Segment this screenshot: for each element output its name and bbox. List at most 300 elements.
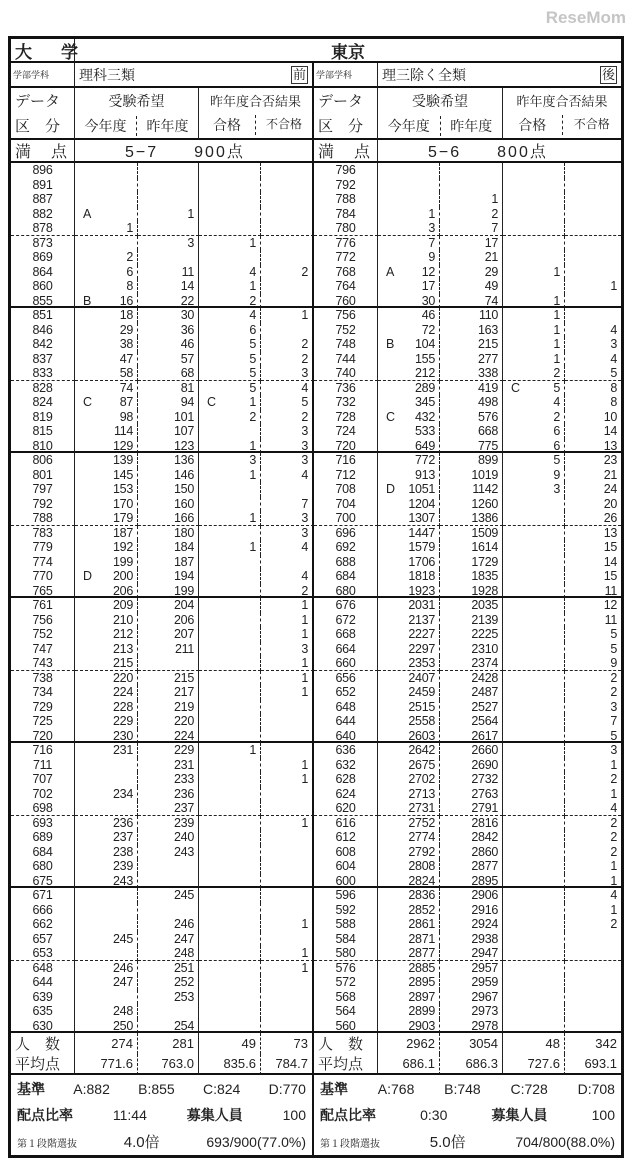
this-year-count (75, 975, 138, 990)
this-year-count (378, 482, 440, 497)
this-year-count (75, 207, 138, 222)
fail-count (565, 714, 621, 729)
count-value: 7 (491, 221, 498, 235)
this-year-count (75, 801, 138, 816)
count-value: 11 (181, 264, 194, 279)
count-value: 3 (249, 453, 256, 467)
fail-count (261, 424, 314, 439)
fail-count (565, 888, 621, 903)
pass-count (199, 917, 261, 932)
count-value: 1051 (408, 482, 435, 496)
count-value: 192 (113, 540, 133, 554)
stage1-label: 第１段階選抜 (320, 1139, 380, 1150)
dept-left (75, 63, 314, 88)
pass-count (199, 410, 261, 425)
last-year-count (440, 816, 503, 831)
count-value: 1 (301, 598, 308, 612)
pass-count (199, 772, 261, 787)
score-cell: 680 (314, 584, 378, 599)
score-cell: 776 (314, 236, 378, 251)
count-value: 2978 (471, 1018, 498, 1033)
last-year-count (440, 279, 503, 294)
count-row-value: 73 (261, 1033, 314, 1054)
rank-mark: C (386, 409, 395, 424)
count-value: 2897 (408, 989, 435, 1004)
count-value: 1019 (471, 467, 498, 482)
count-value: 576 (478, 409, 498, 424)
count-value: 5 (553, 380, 560, 395)
count-value: 72 (421, 322, 435, 337)
count-value: 4 (249, 264, 256, 279)
pass-count (503, 714, 565, 729)
last-year-count (138, 250, 199, 265)
last-year-count (440, 990, 503, 1005)
pass-count (503, 598, 565, 613)
last-year-count (440, 352, 503, 367)
pass-count (199, 671, 261, 686)
this-year-count (378, 526, 440, 541)
count-value: 239 (113, 859, 133, 873)
count-value: 3 (301, 366, 308, 380)
fail-count (565, 221, 621, 236)
rank-mark: D (386, 482, 395, 496)
count-value: 38 (119, 337, 133, 351)
count-value: 2603 (408, 728, 435, 743)
count-value: 1 (249, 743, 256, 757)
fail-count (261, 584, 314, 599)
score-cell: 788 (11, 511, 75, 526)
score-cell: 768 (314, 265, 378, 280)
this-year-count (75, 192, 138, 207)
this-year-count (75, 758, 138, 773)
criteria-value: A:768 (377, 1081, 415, 1097)
score-cell: 724 (314, 424, 378, 439)
last-year-count (440, 323, 503, 338)
fail-count (565, 279, 621, 294)
pass-count (199, 975, 261, 990)
this-year-count (378, 1004, 440, 1019)
count-value: 220 (113, 670, 133, 685)
this-year-count (378, 613, 440, 628)
last-year-count (138, 468, 199, 483)
fail-count (565, 366, 621, 381)
count-value: 2967 (471, 989, 498, 1004)
count-value: 58 (119, 366, 133, 380)
count-value: 26 (603, 511, 617, 525)
fail-count (261, 613, 314, 628)
last-year-count (138, 961, 199, 976)
count-value: 1579 (408, 540, 435, 554)
this-year-count (75, 888, 138, 903)
this-year-count (378, 584, 440, 599)
score-cell: 608 (314, 845, 378, 860)
last-year-count (440, 265, 503, 280)
count-value: 204 (174, 598, 194, 612)
pass-count (199, 555, 261, 570)
count-value: 1 (610, 902, 617, 917)
score-cell: 652 (314, 685, 378, 700)
count-value: 2 (610, 815, 617, 830)
count-value: 206 (174, 612, 194, 627)
fail-count (261, 323, 314, 338)
pass-count (503, 497, 565, 512)
fail-count (565, 685, 621, 700)
count-value: 5 (610, 366, 617, 380)
score-cell: 869 (11, 250, 75, 265)
count-value: 30 (180, 308, 194, 322)
score-cell: 572 (314, 975, 378, 990)
score-cell: 564 (314, 1004, 378, 1019)
full-score-value: 5−6 800点 (378, 140, 621, 163)
count-value: 2752 (408, 815, 435, 830)
count-value: 251 (174, 960, 194, 975)
pass-count (503, 555, 565, 570)
count-value: 775 (478, 438, 498, 453)
last-year-count (440, 743, 503, 758)
this-year-count (75, 714, 138, 729)
pass-count (503, 439, 565, 454)
fail-count (261, 526, 314, 541)
score-cell: 752 (11, 627, 75, 642)
fail-count (261, 917, 314, 932)
last-year-count (440, 308, 503, 323)
count-value: 170 (113, 496, 133, 511)
count-value: 236 (113, 815, 133, 830)
last-year-count (138, 700, 199, 715)
data-label: データ (15, 93, 61, 110)
count-value: 2642 (408, 743, 435, 757)
last-year-count (440, 859, 503, 874)
last-year-count (138, 816, 199, 831)
count-value: 2774 (408, 830, 435, 844)
score-cell: 600 (314, 874, 378, 889)
count-value: 207 (174, 627, 194, 641)
pass-count (199, 192, 261, 207)
count-value: 3 (301, 511, 308, 525)
count-value: 57 (180, 351, 194, 366)
score-cell: 688 (314, 555, 378, 570)
last-year-count (138, 627, 199, 642)
fail-count (565, 787, 621, 802)
this-year-count (75, 178, 138, 193)
score-cell: 756 (314, 308, 378, 323)
last-year-count (138, 613, 199, 628)
this-year-count (378, 946, 440, 961)
fail-count (565, 439, 621, 454)
score-cell: 740 (314, 366, 378, 381)
dept-label: 学部学科 (314, 63, 378, 88)
this-year-label: 今年度 (75, 116, 137, 136)
criteria-value: B:748 (444, 1081, 481, 1097)
pass-count (503, 975, 565, 990)
last-year-count (440, 569, 503, 584)
this-year-count (378, 352, 440, 367)
fail-count (261, 975, 314, 990)
score-cell: 761 (11, 598, 75, 613)
count-row-label: 人 数 (11, 1033, 75, 1054)
fail-count (261, 221, 314, 236)
pass-count (503, 337, 565, 352)
score-cell: 588 (314, 917, 378, 932)
last-year-count (138, 497, 199, 512)
count-value: 3 (301, 453, 308, 467)
this-year-count (75, 642, 138, 657)
count-value: 7 (428, 235, 435, 250)
score-cell: 684 (314, 569, 378, 584)
count-value: 8 (610, 380, 617, 395)
pass-count (503, 482, 565, 497)
count-value: 17 (484, 235, 498, 250)
count-value: 1 (610, 757, 617, 772)
pass-count (503, 250, 565, 265)
last-year-count (138, 569, 199, 584)
fail-count (565, 845, 621, 860)
fail-count (261, 642, 314, 657)
count-value: 215 (478, 337, 498, 351)
pass-count (199, 207, 261, 222)
pass-count (199, 381, 261, 396)
last-year-count (138, 308, 199, 323)
fail-count (565, 700, 621, 715)
last-year-count (440, 656, 503, 671)
last-year-count (138, 1019, 199, 1034)
count-value: 18 (119, 308, 133, 322)
count-value: 2459 (408, 685, 435, 699)
pass-count (503, 308, 565, 323)
fail-count (261, 207, 314, 222)
score-cell: 630 (11, 1019, 75, 1034)
count-value: 5 (610, 728, 617, 743)
last-year-count (138, 482, 199, 497)
last-year-count (440, 801, 503, 816)
pass-count (503, 787, 565, 802)
last-year-count (138, 903, 199, 918)
pass-count (199, 888, 261, 903)
ratio-label: 配点比率 (17, 1107, 73, 1123)
count-value: 220 (174, 714, 194, 728)
count-value: 30 (421, 293, 435, 308)
count-value: 107 (174, 424, 194, 438)
pass-count (503, 221, 565, 236)
pass-count (503, 1004, 565, 1019)
count-value: 187 (174, 554, 194, 569)
fail-count (565, 497, 621, 512)
pass-count (503, 381, 565, 396)
rank-mark: A (83, 206, 92, 221)
count-value: 7 (610, 714, 617, 728)
count-value: 2 (301, 337, 308, 351)
last-year-count (440, 917, 503, 932)
fail-count (565, 772, 621, 787)
count-value: 246 (174, 917, 194, 931)
last-year-count (440, 453, 503, 468)
count-value: 2310 (471, 641, 498, 656)
rank-mark: C (83, 395, 92, 409)
this-year-count (75, 671, 138, 686)
count-value: 1 (553, 351, 560, 366)
last-year-count (440, 714, 503, 729)
fail-count (261, 859, 314, 874)
count-value: 2924 (471, 917, 498, 931)
pass-count (199, 453, 261, 468)
this-year-count (378, 221, 440, 236)
last-year-count (440, 511, 503, 526)
count-value: 2973 (471, 1004, 498, 1018)
score-cell: 716 (314, 453, 378, 468)
fail-count (565, 671, 621, 686)
pass-count (199, 729, 261, 744)
count-value: 212 (415, 366, 435, 380)
count-value: 46 (421, 308, 435, 322)
count-value: 12 (421, 264, 435, 279)
average-row-value: 693.1 (565, 1054, 621, 1075)
fail-count (565, 917, 621, 932)
fail-count (261, 279, 314, 294)
fail-count (565, 207, 621, 222)
count-value: 13 (603, 438, 617, 453)
count-value: 243 (174, 844, 194, 859)
last-year-count (440, 613, 503, 628)
count-value: 245 (113, 931, 133, 946)
count-value: 2871 (408, 931, 435, 946)
score-cell: 616 (314, 816, 378, 831)
pass-count (503, 352, 565, 367)
this-year-count (378, 598, 440, 613)
score-cell: 720 (314, 439, 378, 454)
count-value: 81 (180, 380, 194, 395)
pass-count (199, 961, 261, 976)
score-cell: 656 (314, 671, 378, 686)
count-value: 2 (126, 250, 133, 264)
count-value: 146 (174, 467, 194, 482)
average-row-value: 686.1 (378, 1054, 440, 1075)
fail-count (261, 729, 314, 744)
count-value: 1 (610, 873, 617, 888)
last-year-count (440, 381, 503, 396)
count-value: 136 (174, 453, 194, 467)
last-year-count (440, 221, 503, 236)
last-year-count (138, 888, 199, 903)
count-value: 1 (301, 772, 308, 786)
count-row-value: 3054 (440, 1033, 503, 1054)
this-year-count (378, 424, 440, 439)
last-year-count (440, 845, 503, 860)
count-value: 1 (249, 395, 256, 409)
count-value: 150 (174, 482, 194, 496)
count-value: 1835 (471, 569, 498, 583)
fail-count (565, 961, 621, 976)
score-cell: 664 (314, 642, 378, 657)
last-year-count (138, 743, 199, 758)
score-cell: 783 (11, 526, 75, 541)
score-cell: 672 (314, 613, 378, 628)
count-value: 2487 (471, 685, 498, 699)
score-cell: 689 (11, 830, 75, 845)
count-value: 6 (126, 264, 133, 279)
fail-count (261, 627, 314, 642)
pass-count (199, 758, 261, 773)
this-year-count (378, 801, 440, 816)
count-value: 277 (478, 351, 498, 366)
average-row-value: 784.7 (261, 1054, 314, 1075)
fail-count (261, 439, 314, 454)
count-value: 1 (301, 757, 308, 772)
criteria-value: D:770 (268, 1081, 306, 1097)
count-value: 245 (174, 888, 194, 902)
this-year-count (75, 845, 138, 860)
count-value: 1 (491, 192, 498, 206)
fail-count (565, 1019, 621, 1034)
this-year-count (378, 410, 440, 425)
last-year-count (440, 482, 503, 497)
score-cell: 833 (11, 366, 75, 381)
score-cell: 612 (314, 830, 378, 845)
count-value: 160 (174, 496, 194, 511)
pass-label: 合格 (199, 115, 256, 135)
last-year-count (138, 845, 199, 860)
pass-count (503, 700, 565, 715)
fail-count (261, 352, 314, 367)
count-row-value: 2962 (378, 1033, 440, 1054)
fail-count (261, 961, 314, 976)
pass-count (199, 569, 261, 584)
count-value: 2407 (408, 670, 435, 685)
capacity-label: 募集人員 (186, 1107, 243, 1123)
count-value: 2877 (471, 859, 498, 873)
score-cell: 729 (11, 700, 75, 715)
full-score-value: 5−7 900点 (75, 140, 314, 163)
score-cell: 640 (314, 729, 378, 744)
this-year-count (378, 163, 440, 178)
this-year-count (75, 961, 138, 976)
fail-count (261, 787, 314, 802)
last-year-count (138, 598, 199, 613)
count-value: 432 (415, 409, 435, 424)
count-value: 2 (610, 670, 617, 685)
score-cell: 770 (11, 569, 75, 584)
count-value: 210 (113, 612, 133, 627)
this-year-count (75, 424, 138, 439)
pass-count (199, 859, 261, 874)
fail-count (261, 874, 314, 889)
this-year-count (75, 874, 138, 889)
this-year-count (378, 729, 440, 744)
last-year-count (138, 279, 199, 294)
last-year-count (440, 526, 503, 541)
score-cell: 806 (11, 453, 75, 468)
criteria-label: 基準 (17, 1081, 45, 1097)
this-year-count (75, 323, 138, 338)
pass-count (503, 830, 565, 845)
score-cell: 801 (11, 468, 75, 483)
this-year-count (75, 221, 138, 236)
this-year-count (75, 497, 138, 512)
this-year-count (378, 816, 440, 831)
count-value: 1 (553, 264, 560, 279)
count-value: 36 (180, 322, 194, 337)
count-row-label: 人 数 (314, 1033, 378, 1054)
count-value: 3 (610, 743, 617, 757)
count-value: 219 (174, 699, 194, 714)
this-year-count (75, 236, 138, 251)
pass-count (199, 366, 261, 381)
count-row-value: 48 (503, 1033, 565, 1054)
pass-count (503, 178, 565, 193)
count-value: 1928 (471, 583, 498, 598)
this-year-count (75, 1004, 138, 1019)
score-cell: 732 (314, 395, 378, 410)
pass-count (199, 685, 261, 700)
